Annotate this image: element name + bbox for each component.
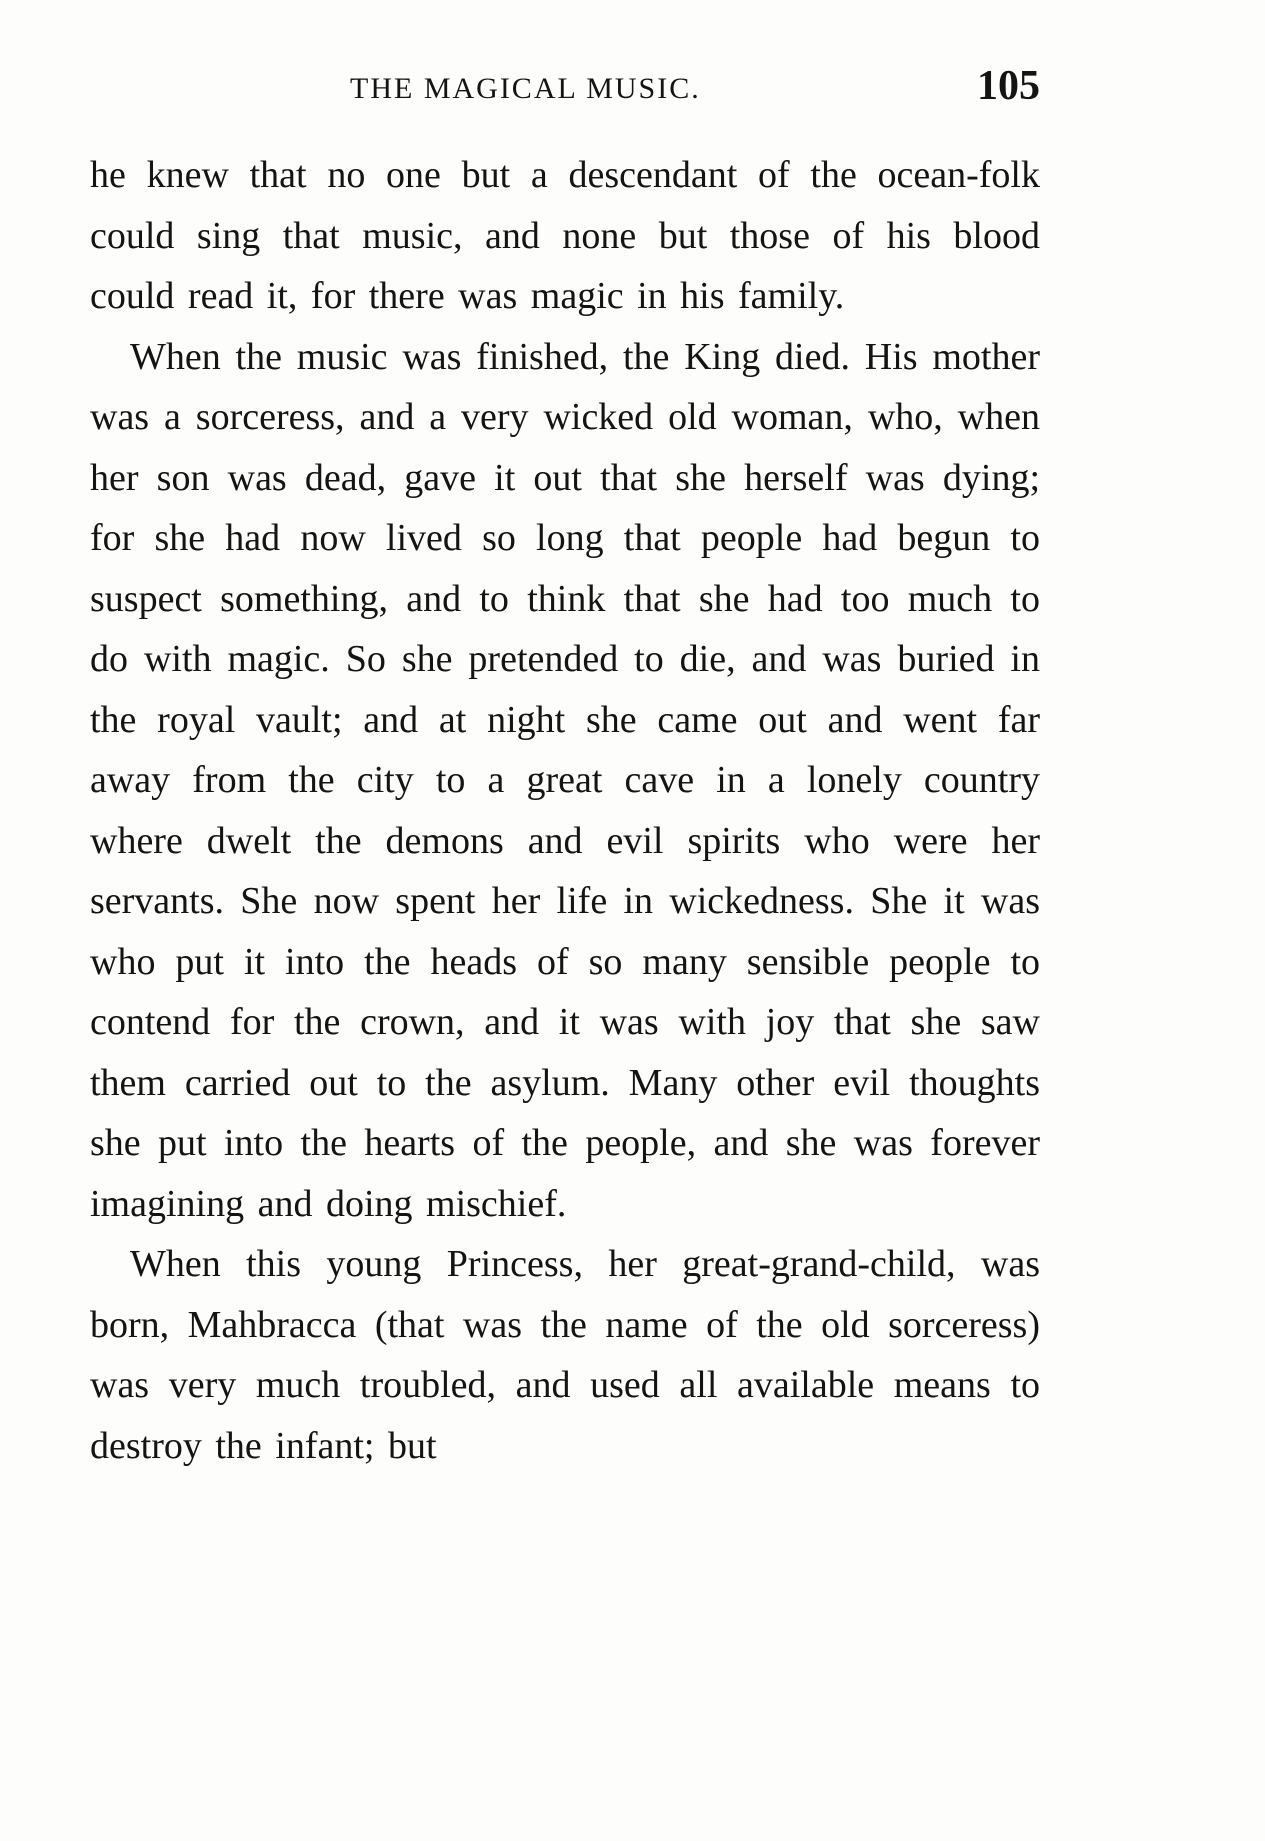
running-head bbox=[90, 62, 1040, 112]
paragraph-continued: he knew that no one but a descendant of the ocean-folk could sing that music, and none but those of his blood could read it, for there was magic in his family. bbox=[90, 154, 1040, 317]
paragraph-princess-born: When this young Princess, her great-grand-child, was born, Mahbracca (that was the name of the old sorceress) was very much troubled, and used all available means to destroy the infant; but bbox=[90, 1243, 1040, 1467]
page-number: 105 bbox=[977, 63, 1040, 109]
paragraph-king-died: When the music was finished, the King died. His mother was a sorceress, and a very wicked old woman, who, when her son was dead, gave it out that she herself was dying; for she had now lived so long that people had begun to suspect something, and to think that she had too much to do with magic. So she pretended to die, and was buried in the royal vault; and at night she came out and went far away from the city to a great cave in a lonely country where dwelt the demons and evil spirits who were her servants. She now spent her life in wickedness. She it was who put it into the heads of so many sensible people to contend for the crown, and it was with joy that she saw them carried out to the asylum. Many other evil thoughts she put into the hearts of the people, and she was forever imagining and doing mischief. bbox=[90, 335, 1040, 1225]
body-text bbox=[90, 145, 1040, 1476]
running-title: THE MAGICAL MUSIC. bbox=[350, 72, 701, 105]
